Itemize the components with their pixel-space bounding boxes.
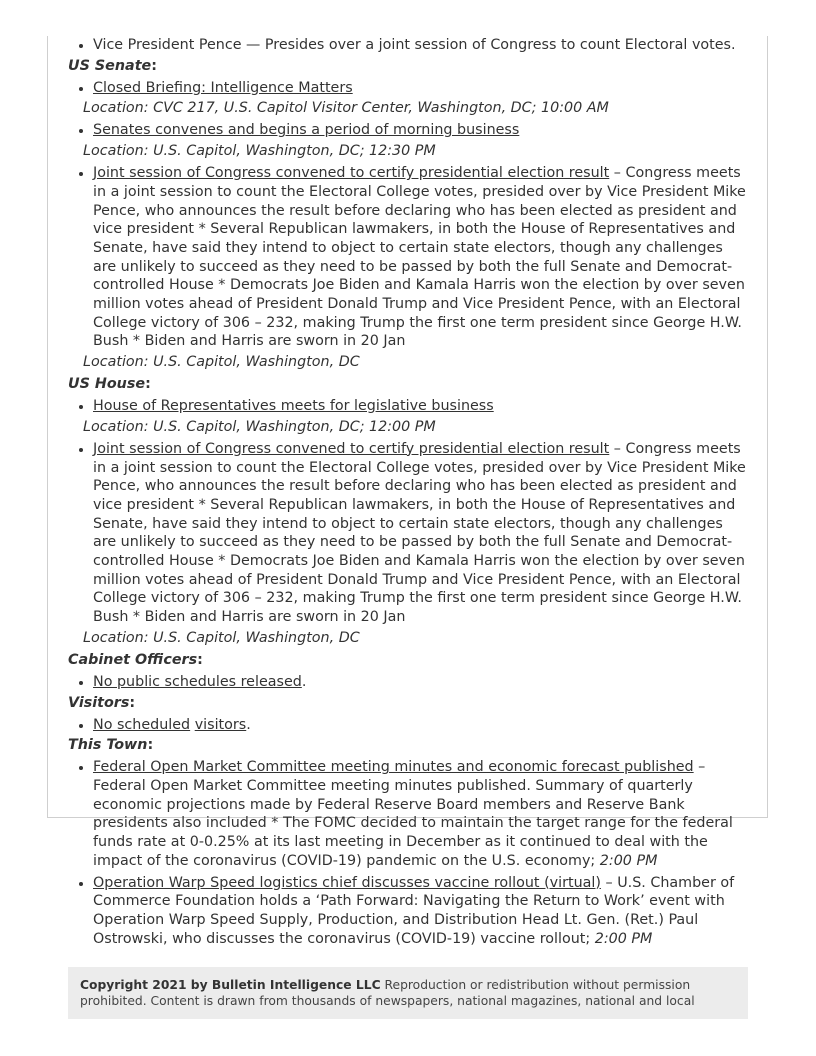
this-town-list — [68, 758, 748, 948]
event-location: Location: U.S. Capitol, Washington, DC — [83, 629, 360, 646]
section-heading-house: US House: — [68, 376, 151, 393]
senate-list — [68, 121, 748, 140]
event-location: Location: U.S. Capitol, Washington, DC — [83, 354, 360, 371]
event-link[interactable]: Federal Open Market Committee meeting minutes and economic forecast published — [93, 759, 694, 776]
section-heading-senate: US Senate: — [68, 57, 157, 74]
event-location: Location: CVC 217, U.S. Capitol Visitor Center, Washington, DC; 10:00 AM — [83, 100, 609, 117]
list-item: • No public schedules released. — [93, 673, 748, 692]
house-list — [68, 440, 748, 627]
copyright-notice: Copyright 2021 by Bulletin Intelligence LLC — [80, 978, 381, 992]
list-item — [93, 164, 748, 351]
event-link[interactable]: Operation Warp Speed logistics chief discusses vaccine rollout (virtual) — [93, 874, 601, 891]
list-item — [93, 121, 748, 140]
visitors-link-visitors[interactable]: visitors — [194, 716, 247, 733]
list-item — [93, 79, 748, 98]
cabinet-list — [68, 673, 748, 692]
event-location: Location: U.S. Capitol, Washington, DC; 12:00 PM — [83, 418, 436, 435]
event-description: – Federal Open Market Committee meeting minutes published. Summary of quarterly economic projections made by Federal Reserve Board members and Reserve Bank presidents also included * The FOMC decided to maintain the target range for the federal funds rate at 0-0.25% at its last meeting in December as it continued to deal with the impact of the coronavirus (COVID-19) pandemic on the U.S. economy; — [93, 759, 733, 869]
schedule-content — [68, 36, 748, 948]
list-item — [93, 874, 748, 949]
footer-text: Reproduction or redistribution without permission prohibited. Content is drawn from thousands of newspapers, national magazines, national and local — [80, 978, 695, 1008]
section-heading-this-town: This Town: — [68, 737, 154, 754]
event-time: 2:00 PM — [599, 852, 658, 869]
event-location: Location: U.S. Capitol, Washington, DC; 12:30 PM — [83, 143, 436, 160]
event-time: 2:00 PM — [594, 930, 653, 947]
pre-list — [68, 36, 748, 55]
list-item: • No scheduled visitors. — [93, 716, 748, 735]
event-link[interactable]: Joint session of Congress convened to certify presidential election result — [93, 440, 610, 457]
visitors-link-scheduled[interactable]: No scheduled — [93, 716, 191, 733]
section-heading-cabinet: Cabinet Officers: — [68, 651, 203, 668]
list-item: • Vice President Pence — Presides over a joint session of Congress to count Electoral votes. — [93, 36, 748, 55]
senate-list — [68, 164, 748, 351]
event-link[interactable]: Joint session of Congress convened to certify presidential election result — [93, 165, 610, 182]
section-heading-visitors: Visitors: — [68, 694, 136, 711]
event-description: – Congress meets in a joint session to count the Electoral College votes, presided over by Vice President Mike Pence, who announces the result before declaring who has been elected as president and vice president * Several Republican lawmakers, in both the House of Representatives and Senate, have said they intend to object to certain state electors, though any challenges are unlikely to succeed as they need to be passed by both the full Senate and Democrat-controlled House * Democrats Joe Biden and Kamala Harris won the election by over seven million votes ahead of President Donald Trump and Vice President Pence, with an Electoral College victory of 306 – 232, making Trump the first one term president since George H.W. Bush * Biden and Harris are sworn in 20 Jan — [93, 165, 746, 350]
event-description: – U.S. Chamber of Commerce Foundation holds a ‘Path Forward: Navigating the Return to Work’ event with Operation Warp Speed Supply, Production, and Distribution Head Lt. Gen. (Ret.) Paul Ostrowski, who discusses the coronavirus (COVID-19) vaccine rollout; — [93, 874, 735, 947]
senate-list — [68, 79, 748, 98]
event-link[interactable]: Closed Briefing: Intelligence Matters — [93, 79, 353, 96]
list-item — [93, 397, 748, 416]
visitors-list — [68, 716, 748, 735]
house-list — [68, 397, 748, 416]
list-item — [93, 440, 748, 627]
event-link[interactable]: House of Representatives meets for legislative business — [93, 398, 494, 415]
event-description: – Congress meets in a joint session to count the Electoral College votes, presided over by Vice President Mike Pence, who announces the result before declaring who has been elected as president and vice president * Several Republican lawmakers, in both the House of Representatives and Senate, have said they intend to object to certain state electors, though any challenges are unlikely to succeed as they need to be passed by both the full Senate and Democrat-controlled House * Democrats Joe Biden and Kamala Harris won the election by over seven million votes ahead of President Donald Trump and Vice President Pence, with an Electoral College victory of 306 – 232, making Trump the first one term president since George H.W. Bush * Biden and Harris are sworn in 20 Jan — [93, 440, 746, 626]
cabinet-link[interactable]: No public schedules released — [93, 673, 302, 690]
list-item — [93, 758, 748, 870]
copyright-footer — [68, 967, 748, 1019]
event-link[interactable]: Senates convenes and begins a period of morning business — [93, 122, 520, 139]
